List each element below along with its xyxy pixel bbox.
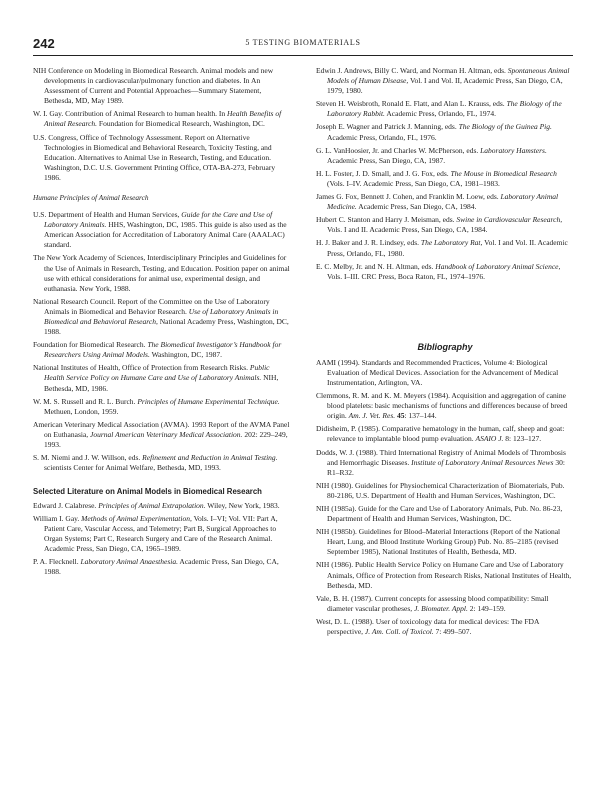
reference-text: Edwin J. Andrews, Billy C. Ward, and Norman H. Altman, eds. (316, 66, 508, 75)
reference-list (33, 66, 291, 183)
reference-entry (316, 358, 574, 388)
reference-text: 8: 123–127. (503, 434, 542, 444)
reference-text: Methods of Animal Experimentation, (81, 513, 192, 523)
reference-text: Steven H. Weisbroth, Ronald E. Flatt, and Alan L. Krauss, eds. (316, 99, 507, 109)
reference-text: The New York Academy of Sciences, Interdisciplinary Principles and Guidelines for the Use of Animals in Research, Testing, and Education. Position paper on animal use with ethical considerations for animal use, experimental design, and euthanasia. New York, 1988. (33, 253, 290, 293)
reference-text: James G. Fox, Bennett J. Cohen, and Franklin M. Loew, eds. (316, 192, 501, 202)
reference-text: The Mouse in Biomedical Research (450, 168, 557, 178)
reference-entry (316, 527, 574, 557)
reference-text: NIH (1985a). Guide for the Care and Use of Laboratory Animals, Pub. No. 86-23, Department of Health and Human Services, Washington, DC. (316, 504, 563, 524)
reference-text: Vols. I–VI; Vol. VII: Part A, Patient Care, Vascular Access, and Telemetry; Part B, Surgical Approaches to Organ Systems; Part C, Research Surgery and Care of the Research Animal. Academic Press, San Diego, CA, 1965–1989. (44, 513, 278, 554)
reference-text: U.S. Department of Health and Human Services, (33, 210, 182, 220)
reference-entry (316, 391, 574, 421)
reference-text: Handbook of Laboratory Animal Science, (435, 261, 561, 271)
reference-text: 45 (397, 411, 405, 421)
reference-entry (316, 169, 574, 189)
reference-text: West, D. L. (1988). User of toxicology data for medical devices: The FDA perspective, (316, 616, 539, 637)
reference-text: Washington, DC, 1987. (149, 350, 223, 360)
reference-text: Academic Press, San Diego, CA, 1984. (356, 202, 477, 212)
header-rule (33, 55, 573, 56)
reference-entry (33, 253, 291, 293)
reference-text: Academic Press, Orlando, FL, 1976. (327, 132, 437, 142)
reference-entry (316, 594, 574, 614)
reference-text: Laboratory Animal Medicine. (327, 192, 559, 212)
reference-text: Am. J. Vet. Res. (348, 411, 396, 421)
reference-text: William I. Gay. (33, 513, 82, 523)
reference-entry (316, 238, 574, 258)
reference-entry (33, 420, 291, 450)
reference-list (316, 66, 574, 282)
reference-text: G. L. VanHoosier, Jr. and Charles W. McPherson, eds. (316, 145, 481, 155)
subsection-heading: Humane Principles of Animal Research (33, 193, 149, 203)
reference-text: J. Biomater. Appl. (414, 603, 468, 613)
reference-entry (316, 215, 574, 235)
reference-text: Clemmons, R. M. and K. M. Meyers (1984). Acquisition and aggregation of canine blood platelets: basic mechanisms of functions and differences because of breed origin. (316, 391, 568, 421)
reference-text: Dodds, W. J. (1988). Third International Registry of Animal Models of Thrombosis and Hemorrhagic Diseases. (316, 447, 566, 467)
reference-entry (316, 122, 574, 142)
reference-text: National Research Council. Report of the Committee on the Use of Laboratory Animals in Biomedical and Behavior Research. (33, 296, 270, 316)
reference-entry (33, 453, 291, 473)
reference-text: Wiley, New York, 1983. (205, 500, 280, 510)
reference-text: Vols. I and II. Academic Press, San Diego, CA, 1984. (327, 225, 488, 235)
reference-text: U.S. Congress, Office of Technology Assessment. Report on Alternative Technologies in Biomedical and Behavioral Research, Toxicity Testing, and Education. Alternatives to Animal Use in Research, Testing, and Education. Washington, D.C. U.S. Government Printing Office, OTA-BA-273, February 1986. (33, 132, 276, 182)
reference-entry (316, 448, 574, 478)
reference-text: Institute of Laboratory Animal Resources News (411, 457, 554, 467)
reference-entry (316, 146, 574, 166)
reference-text: Methuen, London, 1959. (44, 406, 119, 416)
reference-text: Swine in Cardiovascular Research, (456, 215, 563, 225)
reference-text: The Biology of the Guinea Pig. (458, 122, 552, 132)
reference-text: National Academy Press, Washington, DC, 1988. (44, 316, 289, 337)
section-heading: Selected Literature on Animal Models in Biomedical Research (33, 487, 262, 497)
reference-text: Foundation for Biomedical Research. (33, 340, 148, 350)
reference-text: Joseph E. Wagner and Patrick J. Manning, eds. (316, 122, 459, 132)
reference-text: H. L. Foster, J. D. Small, and J. G. Fox, eds. (316, 168, 451, 178)
reference-entry (316, 424, 574, 444)
reference-text: Refinement and Reduction in Animal Testing. (142, 453, 278, 463)
reference-text: Laboratory Animal Anaesthesia. (80, 557, 178, 567)
reference-text: 30: R1–R32. (327, 457, 565, 477)
reference-text: Journal American Veterinary Medical Association. (90, 429, 243, 439)
reference-entry (33, 133, 291, 183)
reference-text: The Laboratory Rat, (420, 238, 483, 248)
reference-text: Principles of Humane Experimental Technique. (137, 396, 280, 406)
reference-list (316, 358, 574, 637)
reference-text: NIH (1986). Public Health Service Policy on Humane Care and Use of Laboratory Animals, Office of Protection from Research Risks, National Institutes of Health, Bethesda, MD. (316, 560, 572, 590)
bibliography-heading: Bibliography (417, 341, 473, 352)
reference-text: Laboratory Hamsters. (480, 145, 547, 155)
reference-text: Health Benefits of Animal Research. (44, 109, 282, 129)
left-column (33, 66, 291, 577)
reference-entry (33, 66, 291, 106)
reference-text: Vale, B. H. (1987). Current concepts for assessing blood compatibility: Small diameter vascular protheses, (316, 593, 549, 613)
reference-text: S. M. Niemi and J. W. Willson, eds. (33, 453, 143, 463)
reference-text: 7: 499–507. (433, 627, 472, 637)
reference-text: NIH, Bethesda, MD, 1986. (44, 373, 279, 393)
reference-text: 2: 149–159. (467, 603, 506, 613)
reference-text: Edward J. Calabrese. (33, 500, 99, 510)
reference-text: scientists Center for Animal Welfare, Bethesda, MD, 1993. (44, 463, 221, 473)
reference-text: NIH Conference on Modeling in Biomedical Research. Animal models and new developments in cardiovascular/pulmonary function and diabetes. In An Assessment of Current and Potential Approaches—Summary Statement, Bethesda, MD, May 1989. (33, 66, 274, 106)
reference-text: J. Am. Coll. of Toxicol. (364, 627, 434, 637)
reference-text: The Biomedical Investigator’s Handbook for Researchers Using Animal Models. (44, 340, 282, 360)
reference-entry (316, 560, 574, 590)
reference-entry (33, 514, 291, 554)
right-column (316, 66, 574, 637)
reference-entry (316, 99, 574, 119)
reference-text: AAMI (1994). Standards and Recommended Practices, Volume 4: Biological Evaluation of Medical Devices. Association for the Advancement of Medical Instrumentation, Arlington, VA. (316, 357, 559, 387)
reference-entry (33, 340, 291, 360)
reference-entry (33, 501, 291, 511)
reference-text: American Veterinary Medical Association (AVMA). 1993 Report of the AVMA Panel on Euthanasia, (33, 419, 290, 439)
reference-entry (316, 66, 574, 96)
reference-text: The Biology of the Laboratory Rabbit. (327, 99, 562, 119)
reference-text: National Institutes of Health, Office of Protection from Research Risks. (33, 363, 250, 373)
reference-text: Didisheim, P. (1985). Comparative hematology in the human, calf, sheep and goat: relevance to implantable blood pump evaluation. (316, 424, 565, 444)
reference-text: Vols. I–III. CRC Press, Boca Raton, FL, 1974–1976. (327, 271, 485, 281)
reference-text: Hubert C. Stanton and Harry J. Meisman, eds. (316, 215, 457, 225)
reference-text: ASAIO J. (475, 434, 504, 444)
reference-text: Spontaneous Animal Models of Human Disease, (327, 66, 570, 86)
reference-text: W. M. S. Russell and R. L. Burch. (33, 396, 138, 406)
reference-text: Foundation for Biomedical Research, Washington, DC. (97, 119, 265, 129)
reference-entry (33, 297, 291, 337)
reference-text: (Vols. I–IV. Academic Press, San Diego, CA, 1981–1983. (327, 178, 500, 188)
reference-entry (316, 504, 574, 524)
reference-text: Use of Laboratory Animals in Biomedical and Behavioral Research, (44, 306, 279, 326)
reference-text: E. C. Melby, Jr. and N. H. Altman, eds. (316, 261, 436, 271)
reference-text: Principles of Animal Extrapolation. (98, 500, 206, 510)
reference-entry (33, 363, 291, 393)
reference-text: 202: 229–249, 1993. (44, 429, 288, 449)
reference-text: : 137–144. (404, 411, 437, 421)
reference-text: NIH (1985b). Guidelines for Blood–Material Interactions (Report of the National Heart, Lung, and Blood Institute Working Group) Pub. No. 85–2185 (revised September 1985), National Institutes of Health, Bethesda, MD. (316, 527, 561, 557)
reference-entry (316, 481, 574, 501)
reference-entry (33, 210, 291, 250)
reference-entry (316, 262, 574, 282)
reference-text: H. J. Baker and J. R. Lindsey, eds. (316, 238, 421, 248)
reference-entry (33, 109, 291, 129)
page-header (33, 36, 573, 52)
running-title: 5 TESTING BIOMATERIALS (245, 38, 361, 47)
reference-text: Vol. I and Vol. II, Academic Press, San Diego, CA, 1979, 1980. (327, 76, 563, 96)
reference-text: Vol. I and Vol. II. Academic Press, Orlando, FL, 1980. (327, 238, 568, 258)
reference-entry (33, 397, 291, 417)
reference-entry (316, 192, 574, 212)
reference-text: NIH (1980). Guidelines for Physiochemical Characterization of Biomaterials, Pub. 80-2186, U.S. Department of Health and Human Services, Washington, DC. (316, 480, 565, 500)
page-number: 242 (33, 36, 55, 51)
reference-list (33, 210, 291, 473)
reference-text: Public Health Service Policy on Humane Care and Use of Laboratory Animals. (44, 363, 270, 383)
reference-entry (316, 617, 574, 637)
reference-entry (33, 557, 291, 577)
reference-text: Academic Press, San Diego, CA, 1988. (44, 557, 279, 577)
reference-text: HHS, Washington, DC, 1985. This guide is also used as the American Association for Accreditation of Laboratory Animal Care (AAALAC) standard. (44, 220, 287, 250)
reference-text: Guide for the Care and Use of Laboratory Animals. (44, 210, 273, 230)
reference-text: Academic Press, San Diego, CA, 1987. (327, 155, 446, 165)
reference-text: W. I. Gay. Contribution of Animal Research to human health. In (33, 109, 227, 119)
reference-text: Academic Press, Orlando, FL, 1974. (384, 109, 496, 119)
reference-text: P. A. Flecknell. (33, 557, 81, 567)
reference-list (33, 501, 291, 578)
